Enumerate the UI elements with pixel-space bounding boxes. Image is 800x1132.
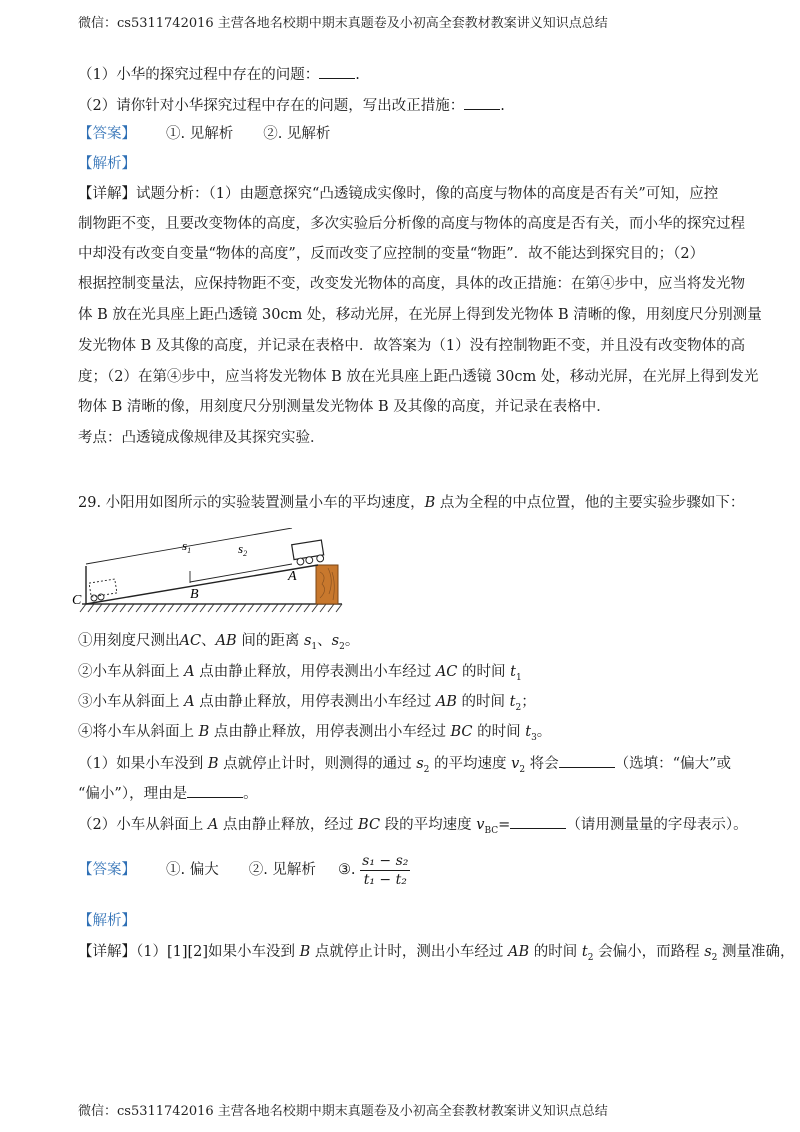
q28-analysis-tag: 【解析】: [78, 156, 136, 172]
q28-detail-line-4: 根据控制变量法，应保持物距不变，改变发光物体的高度，具体的改正措施：在第④步中，应当将发光物: [78, 276, 745, 292]
q28-detail-line-1: 【详解】试题分析：（1）由题意探究“凸透镜成实像时，像的高度与物体的高度是否有关”可知，应控: [78, 186, 719, 202]
q29-step-2: ②小车从斜面上 A 点由静止释放，用停表测出小车经过 AC 的时间 $t_1$: [78, 664, 522, 683]
q28-detail-line-9: 考点：凸透镜成像规律及其探究实验．: [78, 430, 325, 446]
label-c: C: [72, 593, 82, 608]
label-s2: $s_2$: [238, 541, 248, 558]
q29-step-1: ①用刻度尺测出AC、AB 间的距离 $s_1$、$s_2$。: [78, 633, 360, 652]
q29-sub2: （2）小车从斜面上 A 点由静止释放，经过 BC 段的平均速度 $v_{BC}=$ （请用测量量的字母表示）。: [78, 814, 748, 841]
label-a: A: [288, 569, 297, 584]
q29-detail-line-1: 【详解】（1）[1][2]如果小车没到 B 点就停止计时，测出小车经过 AB 的时间 $t_2$ 会偏小，而路程 $s_2$ 测量准确，: [78, 944, 795, 963]
q28-detail-line-8: 物体 B 清晰的像，用刻度尺分别测量发光物体 B 及其像的高度，并记录在表格中．: [78, 399, 611, 415]
q28-detail-line-7: 度；（2）在第④步中，应当将发光物体 B 放在光具座上距凸透镜 30cm 处，移动光屏，在光屏上得到发光: [78, 369, 759, 385]
q29-sub1-line2: “偏小”），理由是 。: [78, 783, 258, 804]
q28-answer: 【答案】 ①. 见解析 ②. 见解析: [78, 126, 331, 142]
q28-sub2: （2）请你针对小华探究过程中存在的问题，写出改正措施： .: [78, 95, 505, 116]
q28-detail-line-6: 发光物体 B 及其像的高度，并记录在表格中．故答案为（1）没有控制物距不变，并且没有改变物体的高: [78, 338, 746, 354]
page-footer: 微信：cs5311742016 主营各地名校期中期末真题卷及小初高全套教材教案讲义知识点总结: [78, 1104, 608, 1119]
q29-stem: 29. 小阳用如图所示的实验装置测量小车的平均速度，B 点为全程的中点位置，他的主要实验步骤如下：: [78, 495, 745, 511]
label-s1: $s_1$: [182, 538, 192, 555]
answer-blank[interactable]: [187, 783, 243, 798]
q28-detail-line-5: 体 B 放在光具座上距凸透镜 30cm 处，移动光屏，在光屏上得到发光物体 B 清晰的像，用刻度尺分别测量: [78, 307, 762, 323]
q29-sub1-line1: （1）如果小车没到 B 点就停止计时，则测得的通过 $s_2$ 的平均速度 $v_2$ 将会 （选填：“偏大”或: [78, 753, 731, 780]
answer-blank[interactable]: [464, 95, 500, 110]
q29-step-4: ④将小车从斜面上 B 点由静止释放，用停表测出小车经过 BC 的时间 $t_3$。: [78, 724, 552, 743]
incline-figure: [70, 528, 350, 614]
page-header: 微信：cs5311742016 主营各地名校期中期末真题卷及小初高全套教材教案讲义知识点总结: [78, 16, 608, 31]
label-b: B: [190, 587, 199, 602]
q28-detail-line-3: 中却没有改变自变量“物体的高度”，反而改变了应控制的变量“物距”．故不能达到探究目的；（2）: [78, 246, 705, 262]
q29-analysis-tag: 【解析】: [78, 913, 136, 929]
answer-blank[interactable]: [559, 753, 615, 768]
q29-answer: 【答案】 ①. 偏大 ②. 见解析 ③. $\frac{\text{s₁ − s₂}}{\text{t₁ − t₂}}$: [78, 852, 409, 888]
answer-fraction: $\frac{\text{s₁ − s₂}}{\text{t₁ − t₂}}$: [362, 852, 409, 888]
q28-detail-line-2: 制物距不变，且要改变物体的高度，多次实验后分析像的高度与物体的高度是否有关，而小华的探究过程: [78, 216, 745, 232]
answer-blank[interactable]: [319, 64, 355, 79]
answer-blank[interactable]: [510, 814, 566, 829]
q28-sub1: （1）小华的探究过程中存在的问题： .: [78, 64, 360, 85]
q29-step-3: ③小车从斜面上 A 点由静止释放，用停表测出小车经过 AB 的时间 $t_2$；: [78, 694, 536, 713]
